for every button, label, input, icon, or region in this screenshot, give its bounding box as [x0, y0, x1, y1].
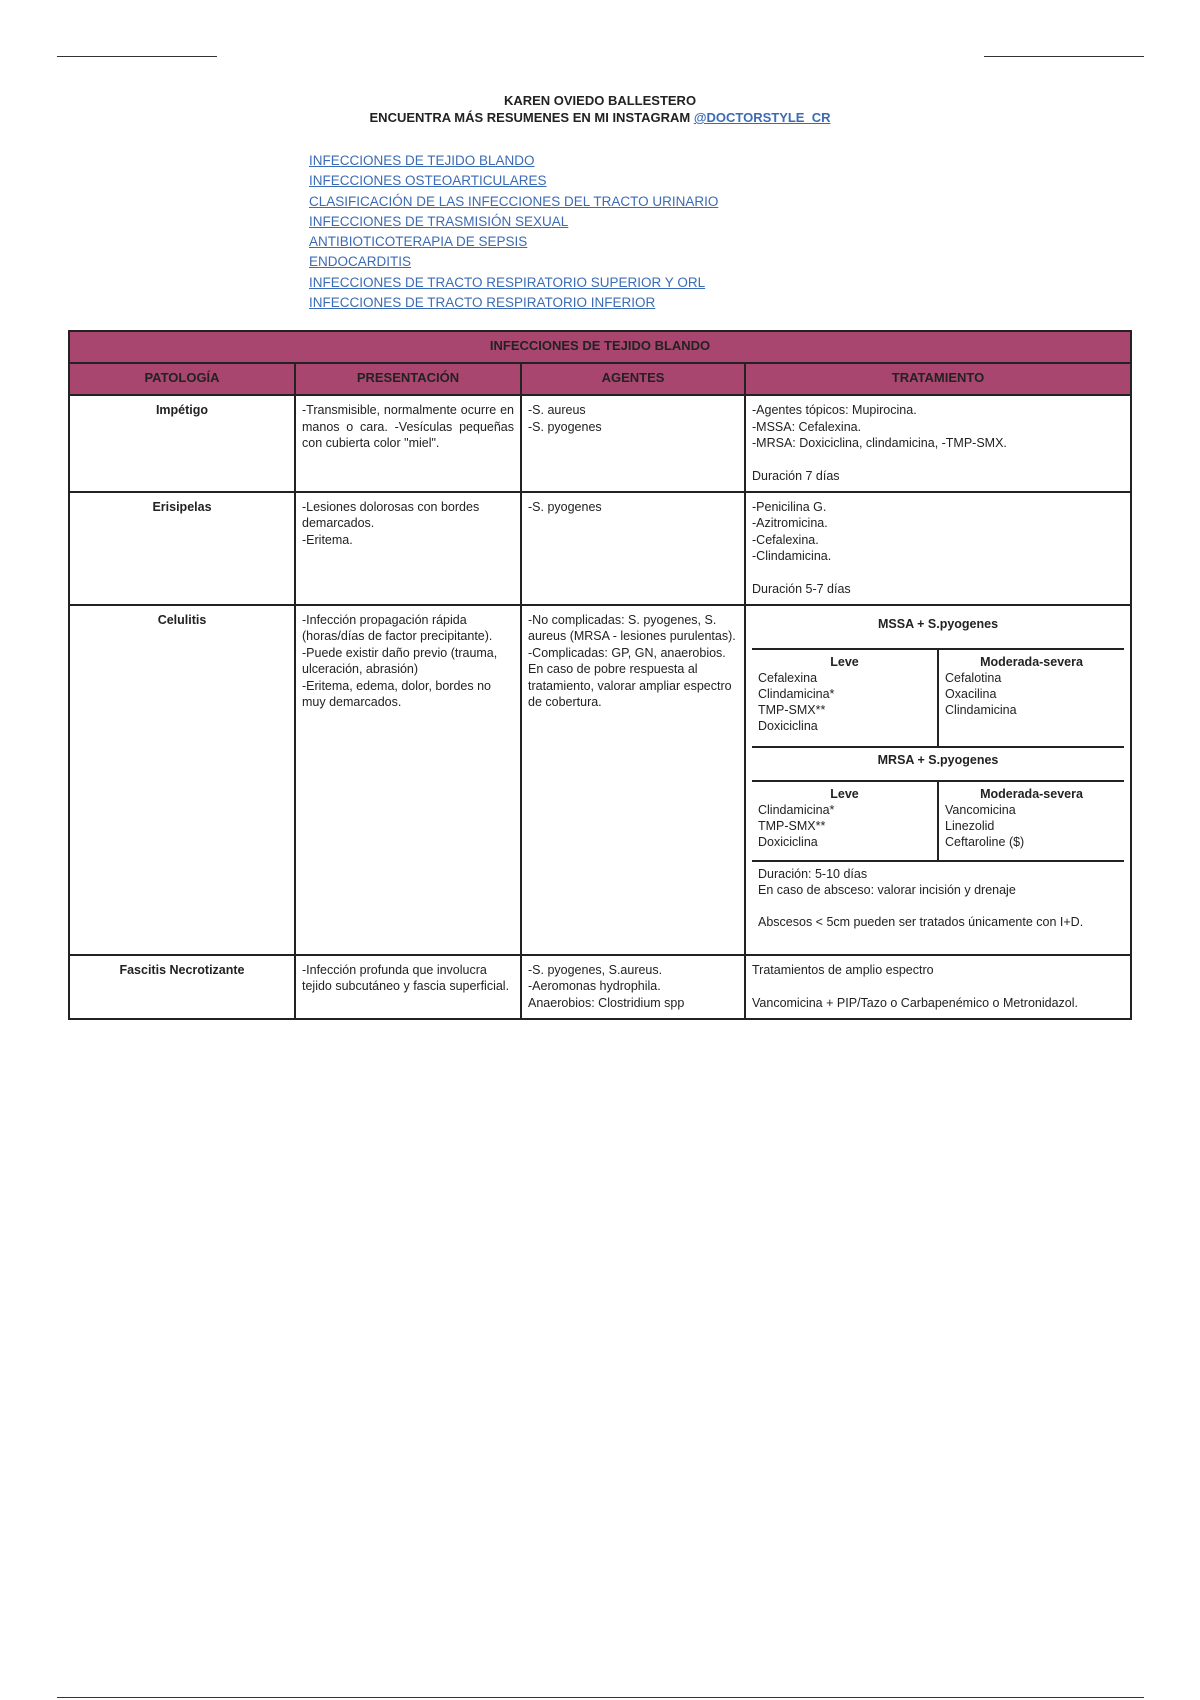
table-header-row [69, 363, 1131, 395]
column-header-patologia: PATOLOGÍA [69, 363, 295, 395]
table-row-erisipelas [69, 492, 1131, 605]
agents-cell [521, 395, 745, 492]
drug-item: TMP-SMX** [758, 818, 826, 833]
agent-item: -S. aureus [528, 403, 586, 417]
presentation-item: -Eritema, edema, dolor, bordes no muy demarcados. [302, 678, 491, 709]
treatment-cell [745, 395, 1131, 492]
mrsa-leve-title: Leve [830, 786, 859, 801]
drug-item: Clindamicina* [758, 802, 835, 817]
toc-link-respiratorio-superior[interactable]: INFECCIONES DE TRACTO RESPIRATORIO SUPERIOR Y ORL [309, 274, 706, 290]
treatment-item: -MRSA: Doxiciclina, clindamicina, -TMP-SMX. [752, 436, 1007, 450]
toc-link-tracto-urinario[interactable]: CLASIFICACIÓN DE LAS INFECCIONES DEL TRACTO URINARIO [309, 193, 719, 209]
table-row-fascitis [69, 955, 1131, 1019]
treatment-item: -Cefalexina. [752, 532, 819, 547]
table-of-contents [309, 151, 718, 313]
mrsa-severa-title: Moderada-severa [980, 786, 1083, 801]
top-right-rule [984, 56, 1144, 57]
agent-item: -No complicadas: S. pyogenes, S. aureus (MRSA - lesiones purulentas). [528, 612, 736, 643]
agent-item: -S. pyogenes [528, 419, 602, 434]
mssa-leve-title: Leve [830, 654, 859, 669]
agent-item: -Complicadas: GP, GN, anaerobios. En caso de pobre respuesta al tratamiento, valorar ampliar espectro de cobertura. [528, 645, 732, 709]
mssa-severa-title: Moderada-severa [980, 654, 1083, 669]
column-header-presentacion: PRESENTACIÓN [295, 363, 521, 395]
drug-item: Clindamicina [945, 702, 1017, 717]
drug-item: Vancomicina [945, 802, 1016, 817]
pathology-name: Fascitis Necrotizante [69, 955, 295, 1019]
pathology-name: Celulitis [69, 605, 295, 955]
mrsa-severa-cell [938, 781, 1124, 861]
author-name: KAREN OVIEDO BALLESTERO [503, 93, 697, 108]
drug-item: Cefalotina [945, 670, 1002, 685]
drug-item: Oxacilina [945, 686, 997, 701]
toc-link-endocarditis[interactable]: ENDOCARDITIS [309, 254, 412, 270]
toc-link-respiratorio-inferior[interactable]: INFECCIONES DE TRACTO RESPIRATORIO INFERIOR [309, 295, 656, 311]
abscess-note: En caso de absceso: valorar incisión y drenaje [758, 882, 1016, 897]
table-title-row [69, 331, 1131, 363]
drug-item: Linezolid [945, 818, 995, 833]
soft-tissue-infections-table [68, 330, 1132, 1020]
column-header-tratamiento: TRATAMIENTO [745, 363, 1131, 395]
abscess-size-note: Abscesos < 5cm pueden ser tratados únicamente con I+D. [758, 915, 1084, 929]
treatment-duration: Duración 5-7 días [752, 582, 851, 596]
treatment-cell [745, 492, 1131, 605]
treatment-item: -MSSA: Cefalexina. [752, 419, 862, 434]
treatment-duration: Duración: 5-10 días [758, 866, 868, 881]
column-header-agentes: AGENTES [521, 363, 745, 395]
toc-link-osteoarticulares[interactable]: INFECCIONES OSTEOARTICULARES [309, 173, 547, 189]
treatment-item: -Clindamicina. [752, 549, 832, 563]
presentation-item: -Infección propagación rápida (horas/días de factor precipitante). [302, 612, 493, 643]
bottom-rule [57, 1697, 1144, 1698]
drug-item: Clindamicina* [758, 686, 835, 701]
agents-cell [521, 492, 745, 605]
presentation-item: -Lesiones dolorosas con bordes demarcados. [302, 499, 480, 530]
presentation-cell: -Transmisible, normalmente ocurre en manos o cara. -Vesículas pequeñas con cubierta color "miel". [295, 395, 521, 492]
page-header [0, 92, 1200, 126]
agent-item: -S. pyogenes, S.aureus. [528, 962, 663, 977]
presentation-item: -Puede existir daño previo (trauma, ulceración, abrasión) [302, 645, 498, 676]
celulitis-duration-cell [752, 861, 1124, 948]
treatment-item: -Agentes tópicos: Mupirocina. [752, 403, 917, 417]
treatment-item: -Azitromicina. [752, 516, 828, 530]
presentation-cell: -Infección profunda que involucra tejido subcutáneo y fascia superficial. [295, 955, 521, 1019]
drug-item: Doxiciclina [758, 834, 818, 849]
table-title: INFECCIONES DE TEJIDO BLANDO [69, 331, 1131, 363]
agent-item: Anaerobios: Clostridium spp [528, 995, 685, 1010]
mssa-leve-cell [752, 649, 938, 747]
celulitis-treatment-table [752, 612, 1124, 948]
toc-link-trasmision-sexual[interactable]: INFECCIONES DE TRASMISIÓN SEXUAL [309, 213, 569, 229]
pathology-name: Impétigo [69, 395, 295, 492]
presentation-cell [295, 605, 521, 955]
agent-item: -S. pyogenes [528, 499, 602, 514]
mssa-severa-cell [938, 649, 1124, 747]
table-row-impetigo [69, 395, 1131, 492]
treatment-item: -Penicilina G. [752, 499, 827, 514]
promo-text: ENCUENTRA MÁS RESUMENES EN MI INSTAGRAM [369, 110, 694, 125]
agent-item: -Aeromonas hydrophila. [528, 979, 661, 993]
treatment-duration: Duración 7 días [752, 469, 840, 483]
agents-cell [521, 955, 745, 1019]
presentation-cell [295, 492, 521, 605]
drug-item: Cefalexina [758, 670, 818, 685]
treatment-item: Tratamientos de amplio espectro [752, 962, 934, 977]
presentation-item: -Eritema. [302, 532, 353, 547]
drug-item: Ceftaroline ($) [945, 834, 1025, 849]
treatment-cell [745, 955, 1131, 1019]
toc-link-sepsis[interactable]: ANTIBIOTICOTERAPIA DE SEPSIS [309, 234, 528, 250]
toc-link-tejido-blando[interactable]: INFECCIONES DE TEJIDO BLANDO [309, 153, 535, 168]
drug-item: TMP-SMX** [758, 702, 826, 717]
top-left-rule [57, 56, 217, 57]
drug-item: Doxiciclina [758, 718, 818, 733]
instagram-link[interactable]: @DOCTORSTYLE_CR [693, 110, 831, 125]
mssa-title: MSSA + S.pyogenes [752, 612, 1124, 649]
mrsa-leve-cell [752, 781, 938, 861]
pathology-name: Erisipelas [69, 492, 295, 605]
table-row-celulitis [69, 605, 1131, 955]
agents-cell [521, 605, 745, 955]
treatment-regimen: Vancomicina + PIP/Tazo o Carbapenémico o Metronidazol. [752, 995, 1078, 1010]
treatment-cell [745, 605, 1131, 955]
mrsa-title: MRSA + S.pyogenes [752, 747, 1124, 781]
promo-line [0, 109, 1200, 126]
